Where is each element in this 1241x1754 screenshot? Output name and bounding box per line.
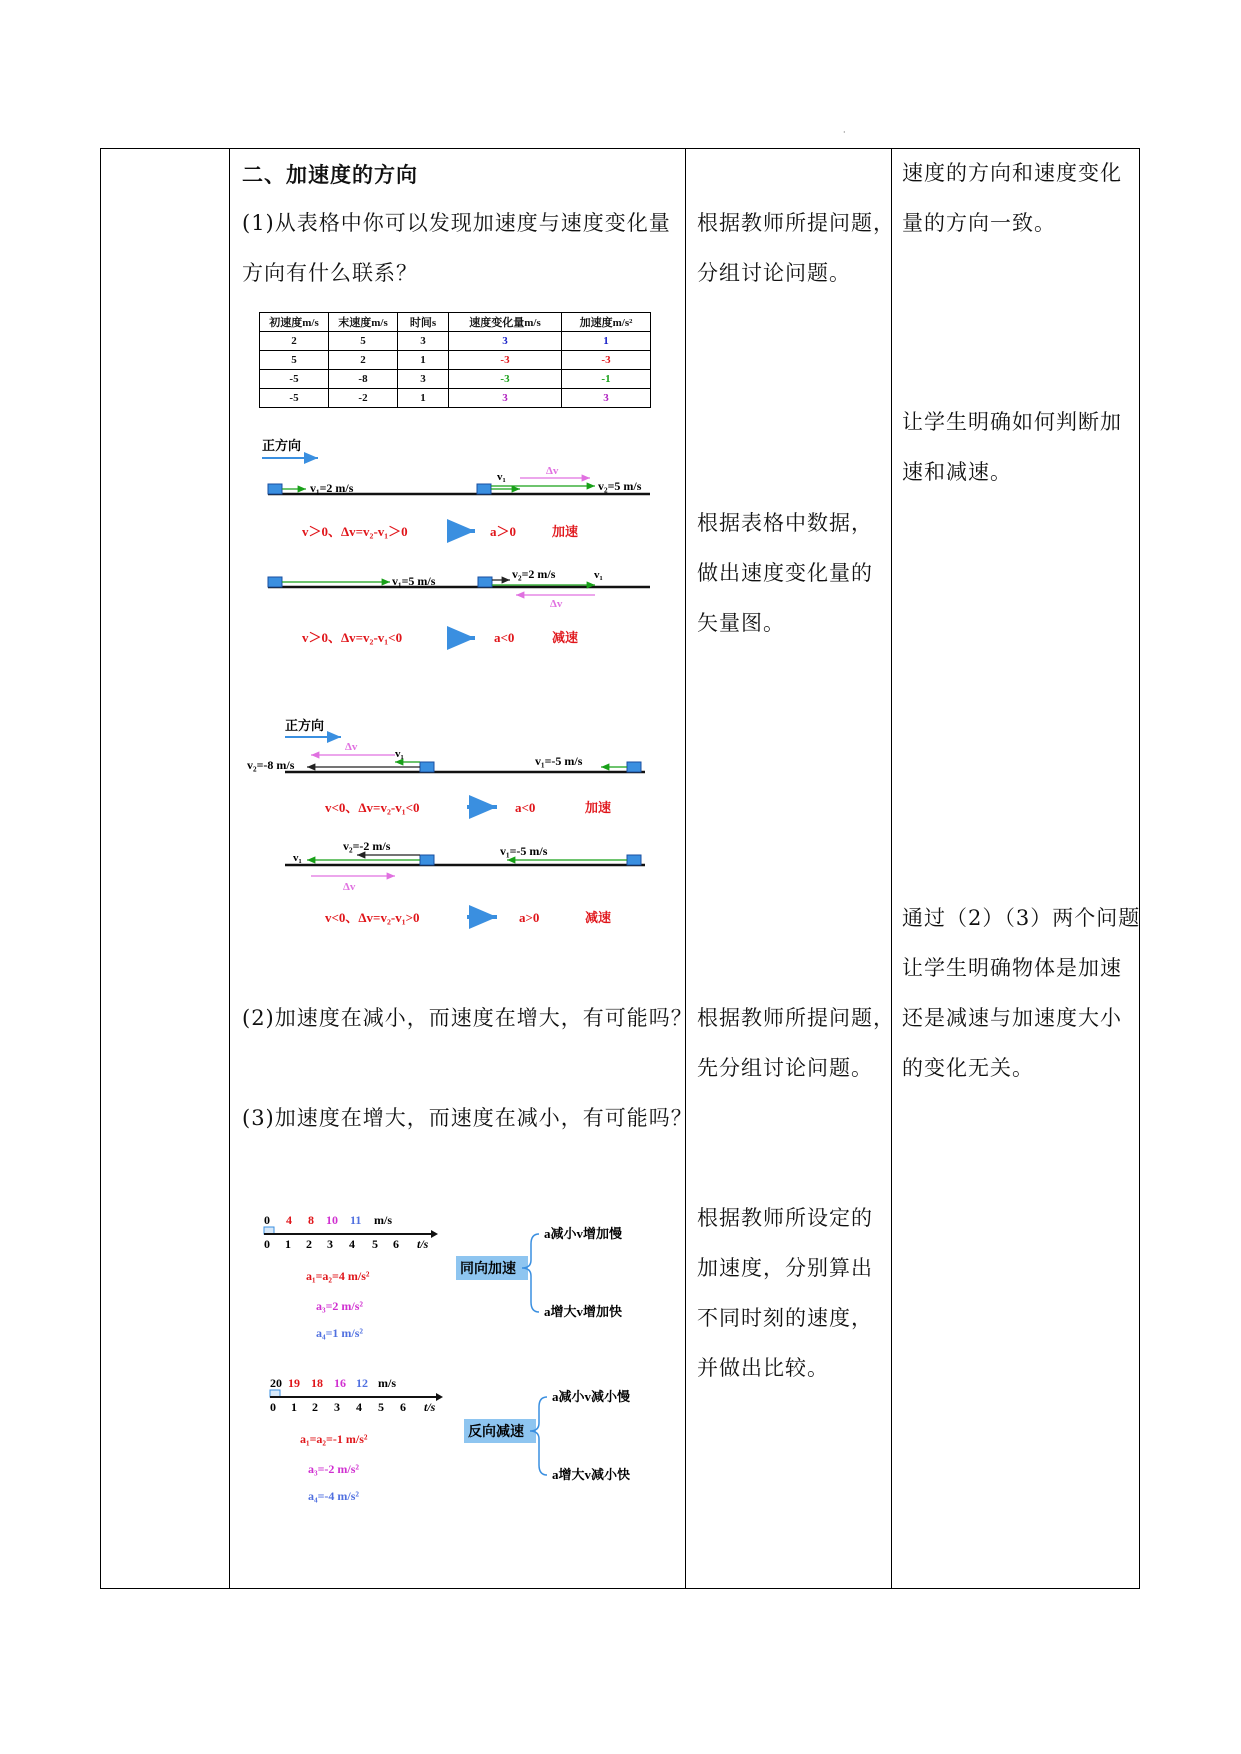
result-label: 减速 — [585, 910, 612, 925]
table-cell: -3 — [562, 351, 651, 370]
speed-value: 16 — [334, 1376, 346, 1390]
table-row — [260, 389, 651, 408]
branch-label: a减小v增加慢 — [544, 1226, 623, 1241]
acceleration-label: a₃=2 m/s² — [316, 1299, 364, 1313]
v2-label: v₂=5 m/s — [598, 479, 642, 493]
result-label: 减速 — [552, 630, 579, 645]
positive-direction-label: 正方向 — [262, 438, 302, 453]
table-cell: 3 — [449, 332, 562, 351]
tick-label: 3 — [327, 1237, 333, 1251]
question-1-line-2: 方向有什么联系？ — [242, 261, 418, 285]
delta-v-label: Δv — [345, 741, 358, 753]
equation-1: v<0、Δv=v₂-v₁<0 — [325, 800, 420, 815]
box-label: 同向加速 — [460, 1262, 516, 1277]
speed-value: 12 — [356, 1376, 368, 1390]
corner-mark: · — [843, 128, 846, 137]
v2-label: v₂=-8 m/s — [247, 758, 295, 772]
acceleration-label: a₁=a₂=-1 m/s² — [300, 1432, 368, 1446]
acceleration-label: a₃=-2 m/s² — [308, 1462, 360, 1476]
table-row — [260, 332, 651, 351]
section-heading: 二、加速度的方向 — [242, 163, 418, 187]
design-intent-2-line: 让学生明确如何判断加 — [902, 410, 1122, 434]
opposite-direction-diagram — [264, 1373, 664, 1523]
velocity-table — [259, 312, 651, 408]
speed-value: 8 — [308, 1213, 314, 1227]
equation-1: v＞0、Δv=v₂-v₁＞0 — [302, 524, 408, 539]
v1-short-label: v₁ — [395, 748, 404, 760]
student-activity-2-line: 矢量图。 — [697, 611, 785, 635]
table-header: 末速度m/s — [329, 313, 398, 332]
column-divider — [685, 149, 686, 1588]
tick-label: 1 — [291, 1400, 297, 1414]
table-cell: 2 — [329, 351, 398, 370]
table-cell: 2 — [260, 332, 329, 351]
table-header-row — [260, 313, 651, 332]
table-cell: 3 — [398, 370, 449, 389]
student-activity-4-line: 加速度，分别算出 — [697, 1256, 873, 1280]
vector-diagram-positive — [250, 432, 670, 662]
v2-label: v₂=2 m/s — [512, 567, 556, 581]
tick-label: 2 — [312, 1400, 318, 1414]
design-intent-3-line: 通过（2）（3）两个问题 — [902, 906, 1141, 930]
tick-label: 1 — [285, 1237, 291, 1251]
table-cell: -3 — [449, 370, 562, 389]
tick-label: 5 — [372, 1237, 378, 1251]
v1-label: v₁=2 m/s — [310, 481, 354, 495]
design-intent-2-line: 速和减速。 — [902, 460, 1012, 484]
student-activity-2-line: 根据表格中数据， — [697, 511, 873, 535]
block-icon — [420, 855, 434, 865]
v1-short-label: v₁ — [497, 471, 506, 483]
speed-value: 19 — [288, 1376, 300, 1390]
table-cell: 1 — [398, 389, 449, 408]
table-row — [260, 370, 651, 389]
time-axis-label: t/s — [417, 1237, 429, 1251]
table-cell: 3 — [398, 332, 449, 351]
delta-v-label: Δv — [550, 598, 563, 610]
block-icon — [268, 484, 282, 494]
design-intent-1-line: 量的方向一致。 — [902, 211, 1056, 235]
time-axis-label: t/s — [424, 1400, 436, 1414]
axis-arrow-icon — [431, 1230, 438, 1238]
v1-label: v₁=5 m/s — [392, 574, 436, 588]
table-cell: -1 — [562, 370, 651, 389]
student-activity-4-line: 根据教师所设定的 — [697, 1206, 873, 1230]
box-label: 反向减速 — [468, 1425, 524, 1440]
acceleration-label: a₁=a₂=4 m/s² — [306, 1269, 370, 1283]
block-icon — [478, 577, 492, 587]
table-cell: 5 — [260, 351, 329, 370]
tick-label: 0 — [264, 1237, 270, 1251]
tick-label: 6 — [400, 1400, 406, 1414]
table-header: 时间s — [398, 313, 449, 332]
tick-label: 2 — [306, 1237, 312, 1251]
unit-label: m/s — [374, 1213, 392, 1227]
table-row — [260, 351, 651, 370]
acceleration-label: a₄=1 m/s² — [316, 1326, 364, 1340]
design-intent-3-line: 让学生明确物体是加速 — [902, 956, 1122, 980]
design-intent-3-line: 还是减速与加速度大小 — [902, 1006, 1122, 1030]
equation-2: v<0、Δv=v₂-v₁>0 — [325, 910, 420, 925]
v1-short-label: v₁ — [594, 569, 603, 581]
student-activity-1-line: 根据教师所提问题， — [697, 211, 895, 235]
student-activity-1-line: 分组讨论问题。 — [697, 261, 851, 285]
tick-label: 4 — [349, 1237, 355, 1251]
speed-value: 0 — [264, 1213, 270, 1227]
column-divider — [891, 149, 892, 1588]
tick-label: 3 — [334, 1400, 340, 1414]
student-activity-4-line: 并做出比较。 — [697, 1356, 829, 1380]
table-header: 加速度m/s² — [562, 313, 651, 332]
table-cell: 5 — [329, 332, 398, 351]
v2-label: v₂=-2 m/s — [343, 839, 391, 853]
block-icon — [477, 484, 491, 494]
tick-label: 6 — [393, 1237, 399, 1251]
design-intent-3-line: 的变化无关。 — [902, 1056, 1034, 1080]
unit-label: m/s — [378, 1376, 396, 1390]
student-activity-3-line: 先分组讨论问题。 — [697, 1056, 873, 1080]
result-label: 加速 — [585, 800, 612, 815]
v1-short-label: v₁ — [293, 852, 302, 864]
branch-label: a增大v减小快 — [552, 1467, 631, 1482]
delta-v-label: Δv — [343, 881, 356, 893]
equation-2: v＞0、Δv=v₂-v₁<0 — [302, 630, 403, 645]
question-2: (2)加速度在减小，而速度在增大，有可能吗？ — [242, 1006, 693, 1030]
table-cell: -5 — [260, 370, 329, 389]
result-a: a<0 — [515, 800, 536, 815]
table-cell: -5 — [260, 389, 329, 408]
table-cell: 1 — [562, 332, 651, 351]
student-activity-2-line: 做出速度变化量的 — [697, 561, 873, 585]
tick-label: 5 — [378, 1400, 384, 1414]
branch-label: a减小v减小慢 — [552, 1389, 631, 1404]
vector-diagram-negative — [245, 710, 665, 930]
table-cell: 3 — [562, 389, 651, 408]
same-direction-diagram — [256, 1210, 666, 1360]
result-a: a>0 — [519, 910, 540, 925]
design-intent-1-line: 速度的方向和速度变化 — [902, 161, 1122, 185]
column-divider — [229, 149, 230, 1588]
v1-label: v₁=-5 m/s — [500, 844, 548, 858]
table-cell: -2 — [329, 389, 398, 408]
question-1-line-1: (1)从表格中你可以发现加速度与速度变化量 — [242, 211, 671, 235]
table-header: 初速度m/s — [260, 313, 329, 332]
speed-value: 10 — [326, 1213, 338, 1227]
block-icon — [420, 762, 434, 772]
block-icon — [268, 577, 282, 587]
table-cell: 3 — [449, 389, 562, 408]
block-icon — [264, 1227, 274, 1234]
tick-label: 4 — [356, 1400, 362, 1414]
block-icon — [627, 855, 641, 865]
student-activity-3-line: 根据教师所提问题， — [697, 1006, 895, 1030]
branch-label: a增大v增加快 — [544, 1304, 623, 1319]
block-icon — [627, 762, 641, 772]
question-3: (3)加速度在增大，而速度在减小，有可能吗？ — [242, 1106, 693, 1130]
student-activity-4-line: 不同时刻的速度， — [697, 1306, 873, 1330]
speed-value: 20 — [270, 1376, 282, 1390]
speed-value: 18 — [311, 1376, 323, 1390]
table-cell: -8 — [329, 370, 398, 389]
block-icon — [270, 1390, 280, 1397]
result-a: a<0 — [494, 630, 515, 645]
speed-value: 11 — [350, 1213, 362, 1227]
axis-arrow-icon — [436, 1393, 443, 1401]
v1-label: v₁=-5 m/s — [535, 754, 583, 768]
result-label: 加速 — [552, 524, 579, 539]
delta-v-label: Δv — [546, 465, 559, 477]
table-cell: 1 — [398, 351, 449, 370]
tick-label: 0 — [270, 1400, 276, 1414]
positive-direction-label: 正方向 — [285, 718, 325, 733]
acceleration-label: a₄=-4 m/s² — [308, 1489, 360, 1503]
table-cell: -3 — [449, 351, 562, 370]
speed-value: 4 — [286, 1213, 292, 1227]
table-header: 速度变化量m/s — [449, 313, 562, 332]
result-a: a＞0 — [490, 524, 517, 539]
